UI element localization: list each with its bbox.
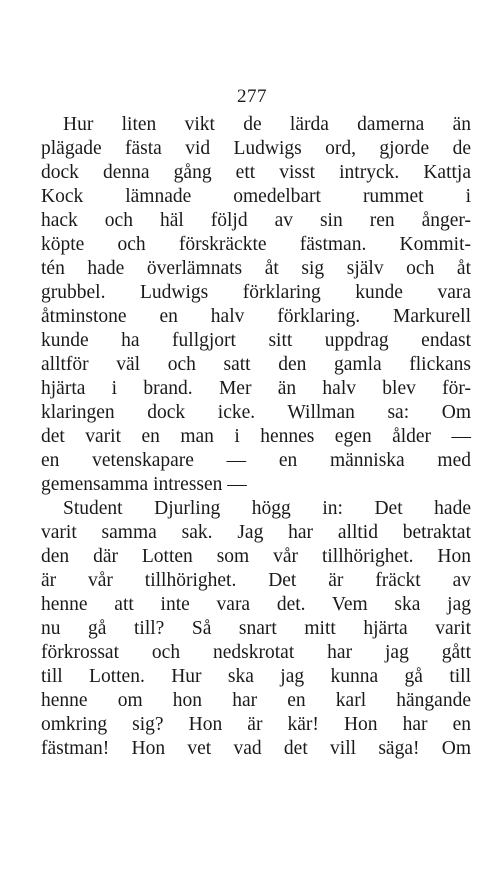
text-line: åtminstone en halv förklaring. Markurell — [41, 306, 471, 327]
text-line: fästman! Hon vet vad det vill säga! Om — [41, 738, 471, 759]
text-line: den där Lotten som vår tillhörighet. Hon — [41, 546, 471, 567]
text-line: hjärta i brand. Mer än halv blev för- — [41, 378, 471, 399]
text-line: plägade fästa vid Ludwigs ord, gjorde de — [41, 138, 471, 159]
text-line: omkring sig? Hon är kär! Hon har en — [41, 714, 471, 735]
text-line: tén hade överlämnats åt sig själv och åt — [41, 258, 471, 279]
text-line: Hur liten vikt de lärda damerna än — [63, 114, 471, 135]
text-line: varit samma sak. Jag har alltid betraktat — [41, 522, 471, 543]
text-line: henne att inte vara det. Vem ska jag — [41, 594, 471, 615]
text-line: Kock lämnade omedelbart rummet i — [41, 186, 471, 207]
text-line: grubbel. Ludwigs förklaring kunde vara — [41, 282, 471, 303]
text-line: gemensamma intressen — — [41, 474, 247, 495]
text-line: en vetenskapare — en människa med — [41, 450, 471, 471]
text-line: alltför väl och satt den gamla flickans — [41, 354, 471, 375]
text-line: är vår tillhörighet. Det är fräckt av — [41, 570, 471, 591]
text-line: henne om hon har en karl hängande — [41, 690, 471, 711]
text-line: det varit en man i hennes egen ålder — — [41, 426, 471, 447]
text-line: klaringen dock icke. Willman sa: Om — [41, 402, 471, 423]
page-number: 277 — [237, 86, 267, 107]
text-line: förkrossat och nedskrotat har jag gått — [41, 642, 471, 663]
text-line: köpte och förskräckte fästman. Kommit- — [41, 234, 471, 255]
text-line: kunde ha fullgjort sitt uppdrag endast — [41, 330, 471, 351]
text-line: till Lotten. Hur ska jag kunna gå till — [41, 666, 471, 687]
text-line: hack och häl följd av sin ren ånger- — [41, 210, 471, 231]
text-line: nu gå till? Så snart mitt hjärta varit — [41, 618, 471, 639]
text-line: dock denna gång ett visst intryck. Kattja — [41, 162, 471, 183]
text-line: Student Djurling högg in: Det hade — [63, 498, 471, 519]
body-text — [41, 113, 471, 761]
